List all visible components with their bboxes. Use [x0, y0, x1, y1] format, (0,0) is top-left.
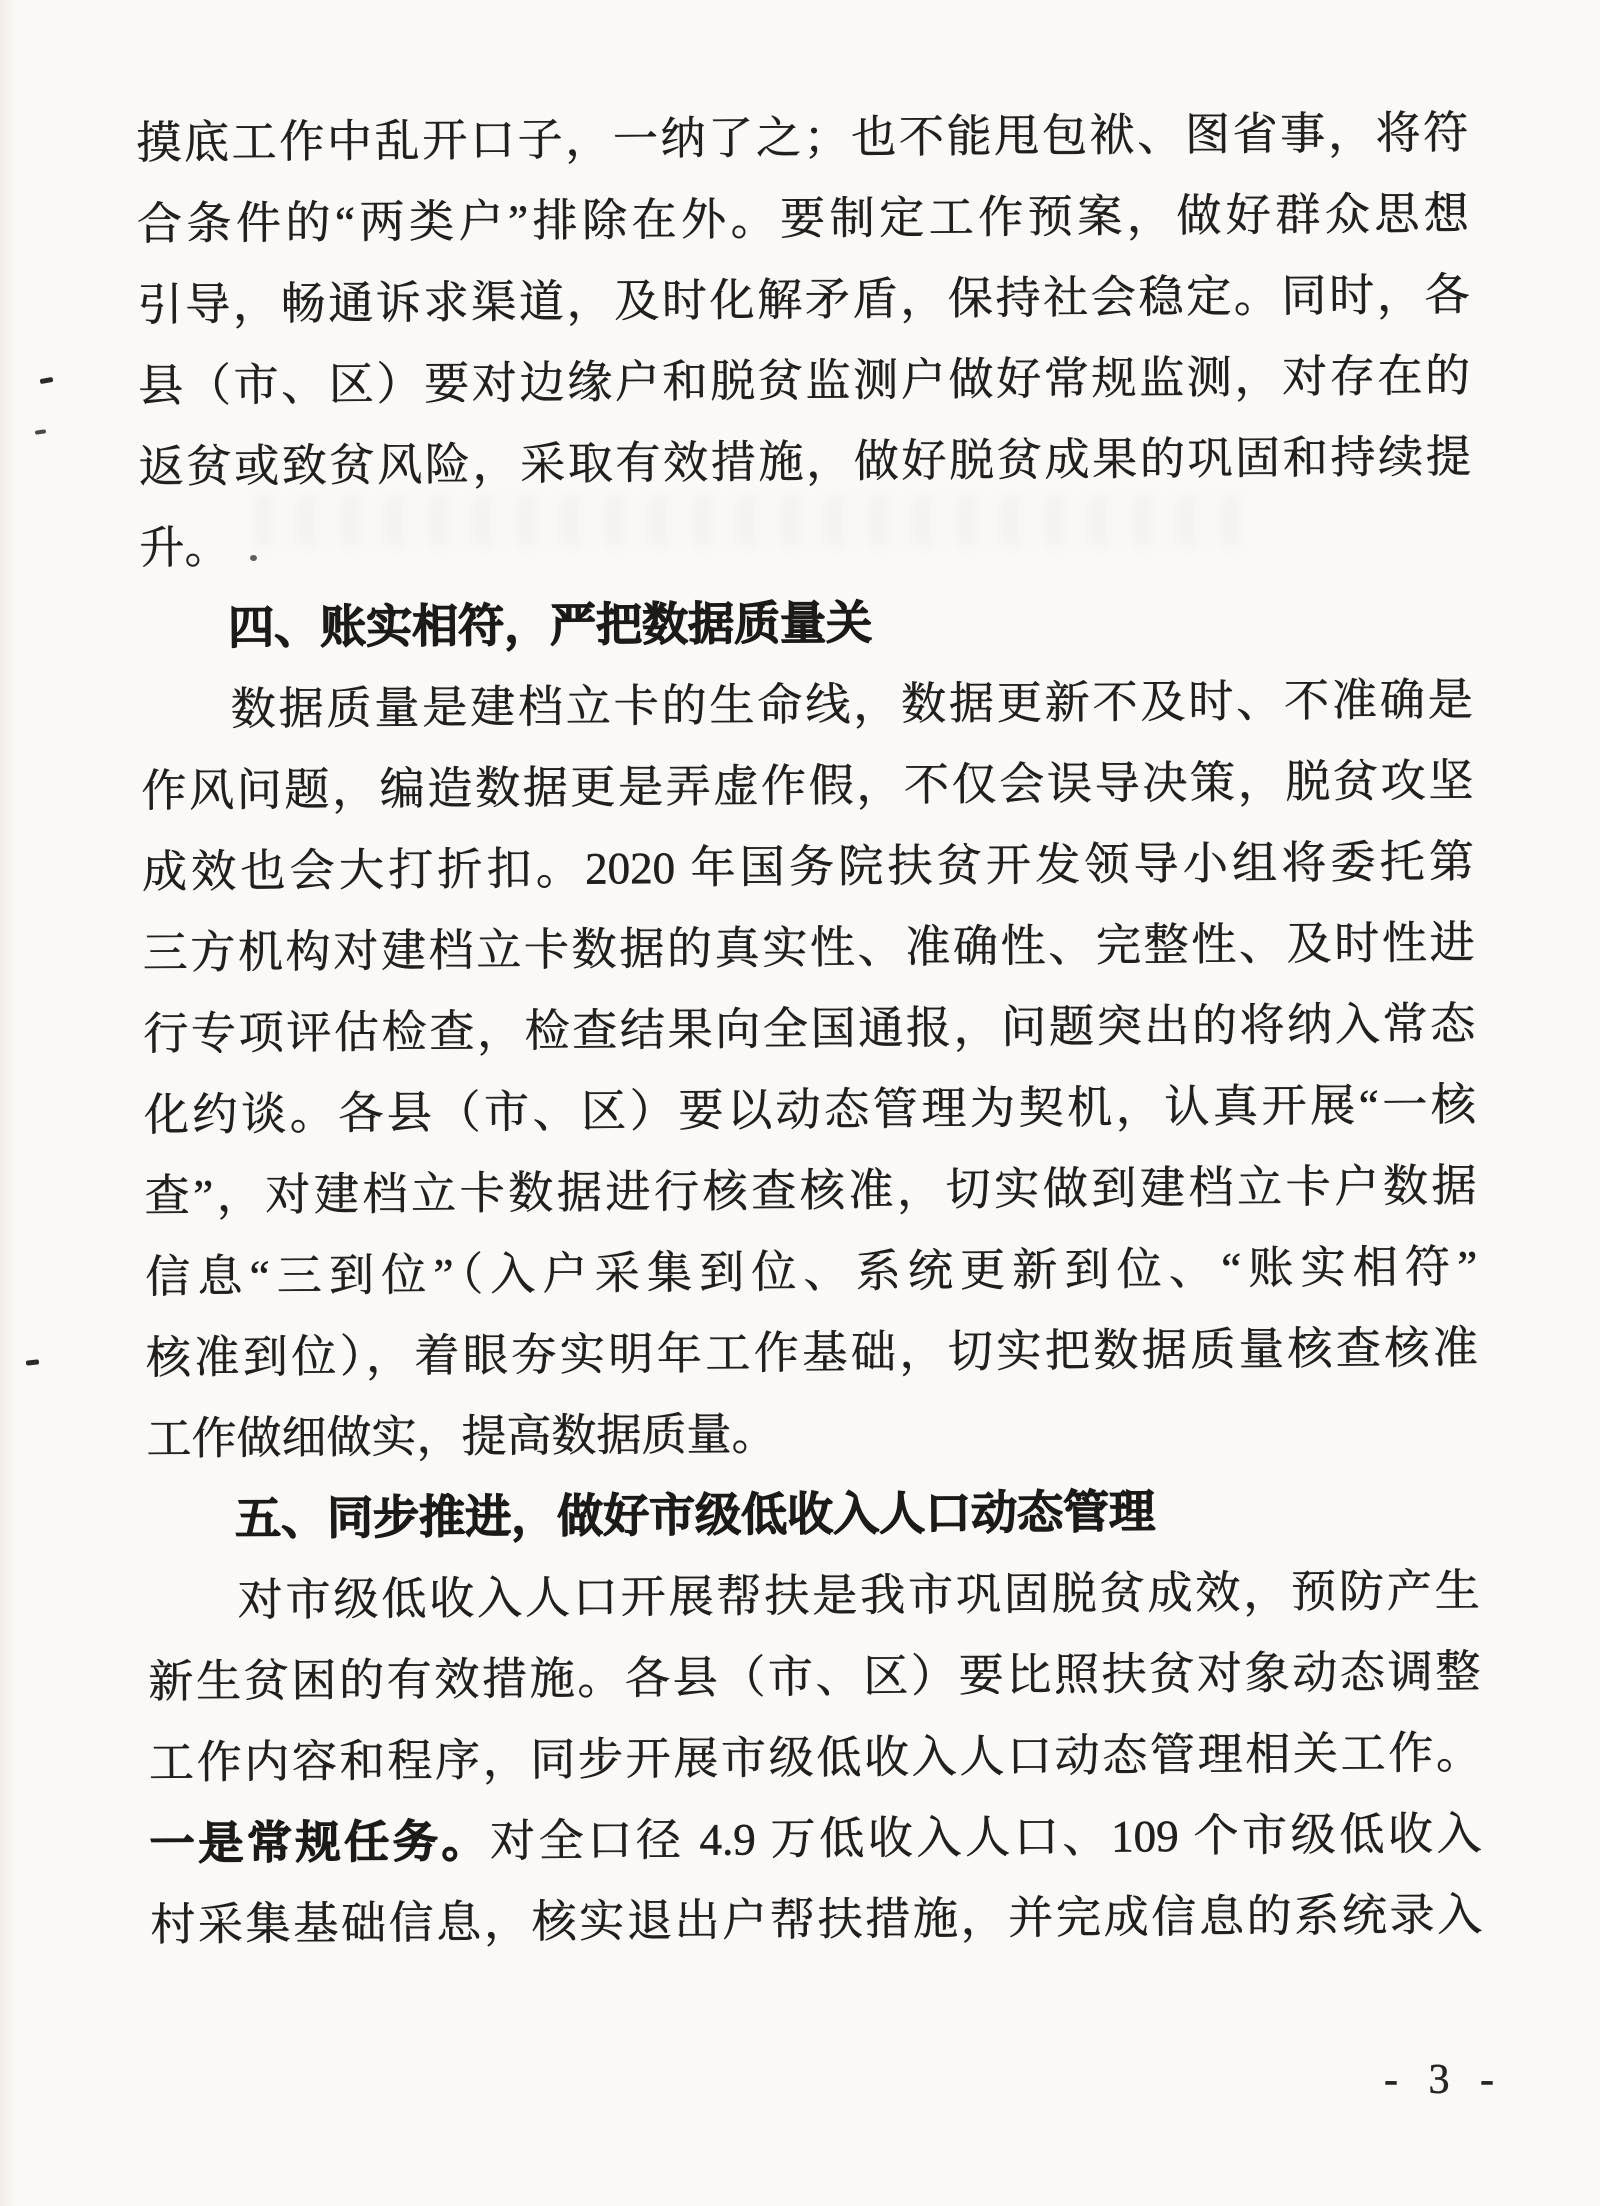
text-line: 合条件的“两类户”排除在外。要制定工作预案，做好群众思想: [136, 188, 1470, 250]
text-line: 三方机构对建档立卡数据的真实性、准确性、完整性、及时性进: [142, 917, 1475, 979]
text-line: 新生贫困的有效措施。各县（市、区）要比照扶贫对象动态调整: [148, 1646, 1481, 1708]
text-line: 数据质量是建档立卡的生命线，数据更新不及时、不准确是: [230, 674, 1473, 735]
scan-speck: [26, 1359, 39, 1365]
text-line: 工作做细做实，提高数据质量。: [146, 1409, 777, 1465]
text-line: 升。: [139, 522, 230, 574]
text-run: 对全口径 4.9 万低收入人口、109 个市级低收入: [489, 1808, 1482, 1867]
section-heading-5: 五、同步推进，做好市级低收入人口动态管理: [234, 1486, 1156, 1545]
text-line: 信息“三到位”（入户采集到位、系统更新到位、“账实相符”: [145, 1241, 1478, 1303]
text-line: 查”，对建档立卡数据进行核查核准，切实做到建档立卡户数据: [144, 1160, 1477, 1222]
text-line: 对市级低收入人口开展帮扶是我市巩固脱贫成效，预防产生: [237, 1565, 1480, 1626]
text-line: 作风问题，编造数据更是弄虚作假，不仅会误导决策，脱贫攻坚: [141, 755, 1474, 817]
bold-run: 一是常规任务。: [149, 1816, 491, 1870]
text-line: 摸底工作中乱开口子，一纳了之；也不能甩包袱、图省事，将符: [136, 107, 1469, 169]
scan-edge-tint: [0, 0, 16, 2206]
text-line: 工作内容和程序，同步开展市级低收入人口动态管理相关工作。: [148, 1727, 1482, 1789]
text-line: 引导，畅通诉求渠道，及时化解矛盾，保持社会稳定。同时，各: [137, 269, 1470, 331]
section-heading-4: 四、账实相符，严把数据质量关: [227, 597, 873, 654]
text-line: 核准到位），着眼夯实明年工作基础，切实把数据质量核查核准: [145, 1322, 1479, 1384]
text-line: 成效也会大打折扣。2020 年国务院扶贫开发领导小组将委托第: [141, 836, 1475, 898]
text-line: [149, 1794, 1482, 1885]
page-number: - 3 -: [1384, 2057, 1504, 2103]
text-line: 村采集基础信息，核实退出户帮扶措施，并完成信息的系统录入: [150, 1889, 1483, 1951]
text-line: 县（市、区）要对边缘户和脱贫监测户做好常规监测，对存在的: [138, 350, 1471, 412]
text-line: 化约谈。各县（市、区）要以动态管理为契机，认真开展“一核: [143, 1079, 1477, 1141]
scan-speck: [35, 429, 46, 434]
text-line: 返贫或致贫风险，采取有效措施，做好脱贫成果的巩固和持续提: [138, 431, 1472, 493]
text-line: 行专项评估检查，检查结果向全国通报，问题突出的将纳入常态: [143, 998, 1476, 1060]
document-text-block: [136, 93, 1483, 1966]
scan-speck: [40, 377, 54, 384]
